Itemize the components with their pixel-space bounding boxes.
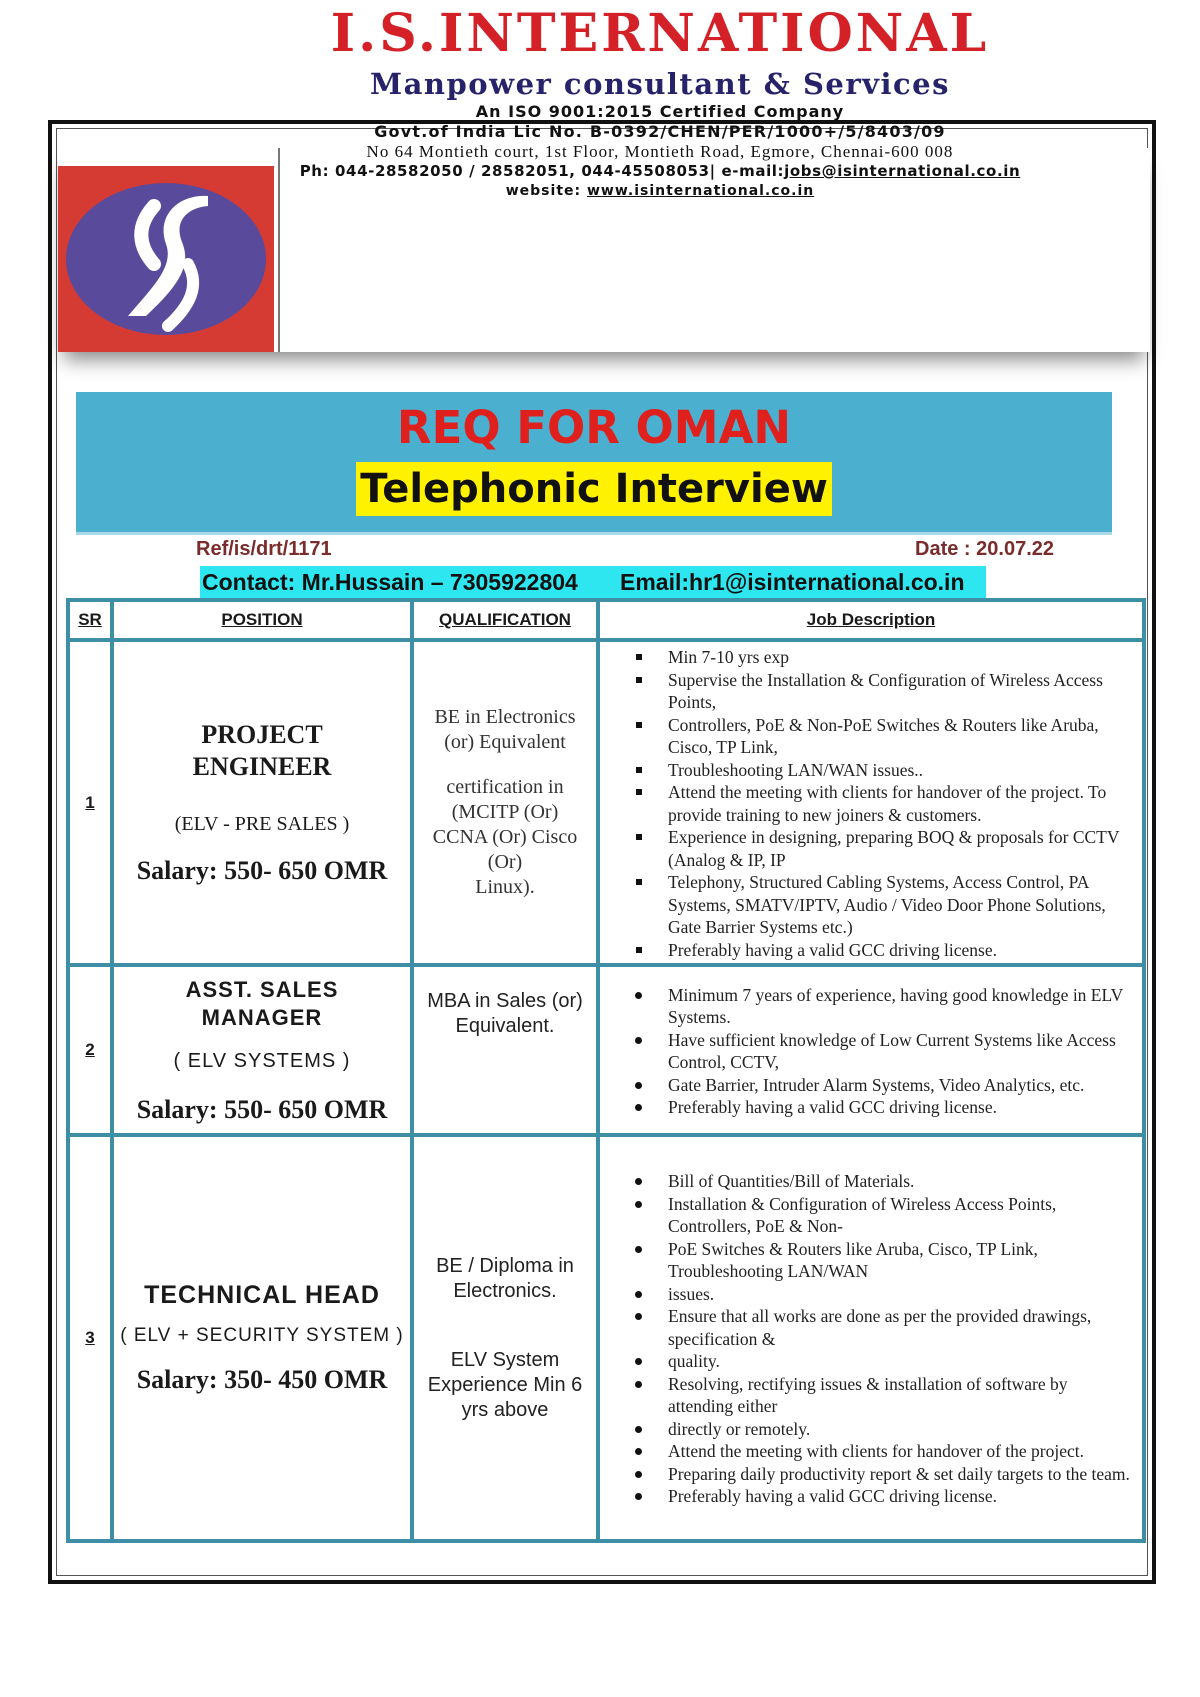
qualification-line: (or) Equivalent [444,731,566,753]
position-title: ASST. SALES [185,976,339,1002]
jobs-table [66,598,1146,1543]
list-item: directly or remotely. [668,1418,1134,1441]
position-salary: Salary: 350- 450 OMR [136,1365,388,1394]
qualification-line: CCNA (Or) Cisco [432,826,578,848]
list-item: Telephony, Structured Cabling Systems, Access Control, PA Systems, SMATV/IPTV, Audio / Video Door Phone Solutions, Gate Barrier Systems etc.) [668,871,1134,939]
position-title: ENGINEER [192,752,332,781]
list-item: Resolving, rectifying issues & installation of software by attending either [668,1373,1134,1418]
row-description [598,1135,1144,1541]
list-item: Have sufficient knowledge of Low Current Systems like Access Control, CCTV, [668,1029,1134,1074]
list-item: quality. [668,1350,1134,1373]
position-title: MANAGER [201,1004,323,1030]
list-item: Preparing daily productivity report & set daily targets to the team. [668,1463,1134,1486]
qualification-line: BE in Electronics [434,706,576,728]
table-row [68,965,1144,1135]
qualification-line: Linux). [475,876,535,898]
qualification-line: yrs above [461,1398,549,1421]
banner-subtitle: Telephonic Interview [356,462,832,516]
table-row [68,1135,1144,1541]
list-item: Min 7-10 yrs exp [668,646,1134,669]
qualification-line: Equivalent. [455,1015,555,1037]
row-sr: 3 [68,1135,112,1541]
list-item: Preferably having a valid GCC driving license. [668,1096,1134,1119]
qualification-line: MBA in Sales (or) [427,990,583,1012]
row-sr: 2 [68,965,112,1135]
list-item: Minimum 7 years of experience, having good knowledge in ELV Systems. [668,984,1134,1029]
header-description: Job Description [598,600,1144,640]
row-qualification [412,965,598,1135]
qualification-line: ELV System [450,1348,560,1371]
license-number: Govt.of India Lic No. B-0392/CHEN/PER/1000+/5/8403/09 [374,122,946,141]
title-banner [76,392,1112,535]
position-subtitle: ( ELV + SECURITY SYSTEM ) [120,1325,404,1346]
table-header-row [68,600,1144,640]
row-position [112,1135,412,1541]
list-item: Attend the meeting with clients for handover of the project. To provide training to new joiners & customers. [668,781,1134,826]
row-sr: 1 [68,640,112,965]
header-qualification: QUALIFICATION [412,600,598,640]
row-position [112,965,412,1135]
reference-number: Ref/is/drt/1171 [196,538,332,560]
qualification-line: BE / Diploma in [436,1254,574,1277]
row-position [112,640,412,965]
qualification-line: (Or) [487,851,523,873]
company-website: website: www.isinternational.co.in [505,183,815,199]
company-phone: Ph: 044-28582050 / 28582051, 044-45508053| e-mail:jobs@isinternational.co.in [299,162,1021,180]
list-item: Bill of Quantities/Bill of Materials. [668,1170,1134,1193]
list-item: Gate Barrier, Intruder Alarm Systems, Video Analytics, etc. [668,1074,1134,1097]
company-email-link[interactable]: jobs@isinternational.co.in [784,162,1021,180]
header-position: POSITION [112,600,412,640]
contact-bar [200,566,986,598]
position-subtitle: ( ELV SYSTEMS ) [173,1049,351,1072]
qualification-line: certification in [446,776,564,798]
qualification-line: (MCITP (Or) [451,801,559,823]
qualification-line: Electronics. [453,1279,557,1302]
website-link[interactable]: www.isinternational.co.in [586,183,815,199]
list-item: Preferably having a valid GCC driving license. [668,939,1134,962]
document-date: Date : 20.07.22 [915,538,1054,560]
position-title: TECHNICAL HEAD [144,1281,380,1309]
table-row [68,640,1144,965]
position-subtitle: (ELV - PRE SALES ) [174,813,350,835]
row-qualification [412,1135,598,1541]
iso-certification: An ISO 9001:2015 Certified Company [475,102,845,121]
row-description [598,640,1144,965]
header-sr: SR [68,600,112,640]
position-salary: Salary: 550- 650 OMR [136,1094,388,1124]
contact-person: Contact: Mr.Hussain – 7305922804 [202,569,578,595]
list-item: Experience in designing, preparing BOQ & proposals for CCTV (Analog & IP, IP [668,826,1134,871]
contact-email[interactable]: Email:hr1@isinternational.co.in [620,569,965,595]
position-salary: Salary: 550- 650 OMR [136,856,388,885]
list-item: Ensure that all works are done as per the provided drawings, specification & [668,1305,1134,1350]
company-name: I.S.INTERNATIONAL [330,3,990,64]
position-title: PROJECT [201,720,323,749]
company-address: No 64 Montieth court, 1st Floor, Montieth Road, Egmore, Chennai-600 008 [366,142,954,161]
list-item: Troubleshooting LAN/WAN issues.. [668,759,1134,782]
qualification-line: Experience Min 6 [427,1373,583,1396]
company-tagline: Manpower consultant & Services [370,67,950,101]
list-item: Installation & Configuration of Wireless Access Points, Controllers, PoE & Non- [668,1193,1134,1238]
list-item: issues. [668,1283,1134,1306]
row-qualification [412,640,598,965]
row-description [598,965,1144,1135]
list-item: Preferably having a valid GCC driving license. [668,1485,1134,1508]
list-item: Attend the meeting with clients for handover of the project. [668,1440,1134,1463]
banner-title: REQ FOR OMAN [396,401,792,454]
list-item: Supervise the Installation & Configuration of Wireless Access Points, [668,669,1134,714]
list-item: PoE Switches & Routers like Aruba, Cisco, TP Link, Troubleshooting LAN/WAN [668,1238,1134,1283]
list-item: Controllers, PoE & Non-PoE Switches & Routers like Aruba, Cisco, TP Link, [668,714,1134,759]
